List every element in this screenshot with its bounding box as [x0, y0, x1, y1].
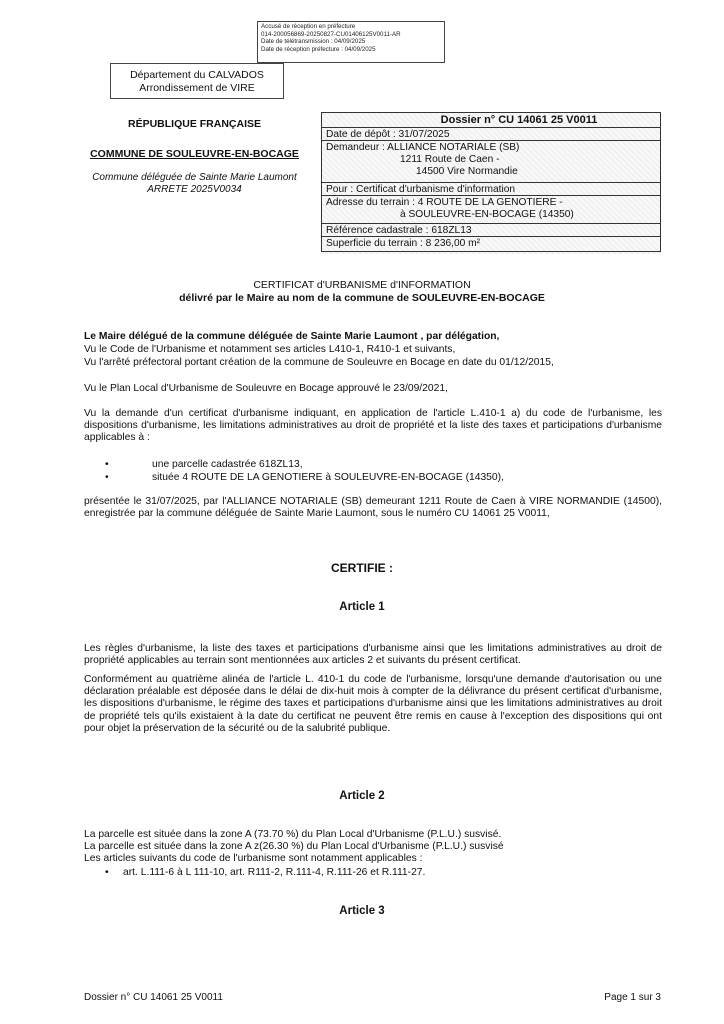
maire-delegation: Le Maire délégué de la commune déléguée de Sainte Marie Laumont , par délégation, [84, 331, 500, 342]
article-1-paragraph-2: Conformément au quatrième alinéa de l'article L. 410-1 du code de l'urbanisme, lorsqu'une demande d'autorisation ou une déclaration préalable est déposée dans le délai de dix-huit mois à compter de la délivrance du présent certificat d'urbanisme, les dispositions d'urbanisme, le régime des taxes et participations d'urbanisme ainsi que les limitations administratives au droit de propriété tels qu'ils existaient à la date du certificat ne peuvent être remis en cause à l'exception des dispositions qui ont pour objet la préservation de la sécurité ou de la salubrité publique. [84, 674, 662, 734]
stamp-line: Accusé de réception en préfecture [261, 23, 356, 30]
dossier-info-box [321, 112, 661, 254]
vu-demande: Vu la demande d'un certificat d'urbanisme indiquant, en application de l'article L.410-1 a) du code de l'urbanisme, les dispositions d'urbanisme, les limitations administratives au droit de propriété et la liste des taxes et participations d'urbanisme applicables à : [84, 408, 662, 444]
date-depot: Date de dépôt : 31/07/2025 [321, 127, 661, 141]
reference-cadastrale: Référence cadastrale : 618ZL13 [321, 223, 661, 237]
demandeur-city-line: 14500 Vire Normandie [416, 166, 518, 177]
article-2-heading: Article 2 [339, 790, 385, 802]
certifie-heading: CERTIFIE : [331, 561, 393, 575]
article-2-zone-az: La parcelle est située dans la zone A z(26.30 %) du Plan Local d'Urbanisme (P.L.U.) susvisé [84, 841, 504, 852]
article-1-paragraph-1: Les règles d'urbanisme, la liste des taxes et participations d'urbanisme ainsi que les limitations administratives au droit de propriété applicables au terrain sont mentionnées aux articles 2 et suivants du présent certificat. [84, 643, 662, 667]
article-3-heading: Article 3 [339, 905, 385, 917]
bullet-icon: • [105, 867, 109, 878]
adresse-commune-line: à SOULEUVRE-EN-BOCAGE (14350) [400, 209, 574, 220]
commune-deleguee-block [72, 172, 317, 195]
footer-dossier-number: Dossier n° CU 14061 25 V0011 [84, 992, 223, 1003]
parcel-bullets [105, 458, 504, 484]
presentee-paragraph: présentée le 31/07/2025, par l'ALLIANCE NOTARIALE (SB) demeurant 1211 Route de Caen à VIRE NORMANDIE (14500), enregistrée par la commune déléguée de Sainte Marie Laumont, sous le numéro CU 14061 25 V0011, [84, 496, 662, 520]
commune-deleguee-label: Commune déléguée de Sainte Marie Laumont [92, 172, 297, 183]
stamp-line: Date de réception préfecture : 04/09/2025 [261, 45, 376, 53]
demandeur [321, 140, 661, 183]
certificate-title-line1: CERTIFICAT d'URBANISME d'INFORMATION [253, 279, 471, 291]
list-item [105, 458, 504, 471]
republique-heading: RÉPUBLIQUE FRANÇAISE [127, 118, 261, 130]
stamp-line: 014-200056869-20250827-CU01406125V0011-AR [261, 30, 401, 38]
demandeur-label: Demandeur : ALLIANCE NOTARIALE (SB) [326, 142, 520, 153]
arrete-number: ARRETE 2025V0034 [147, 183, 242, 195]
adresse-terrain [321, 195, 661, 224]
department-box [110, 63, 284, 99]
bullet-text: art. L.111-6 à L 111-10, art. R111-2, R.111-4, R.111-26 et R.111-27. [123, 867, 426, 878]
article-2-bullets [105, 866, 425, 879]
prefecture-receipt-stamp [257, 21, 445, 63]
list-item [105, 866, 425, 879]
vu-arrete-prefectoral: Vu l'arrêté préfectoral portant création de la commune de Souleuvre en Bocage en date du 01/12/2015, [84, 357, 554, 368]
dossier-title: Dossier n° CU 14061 25 V0011 [321, 112, 661, 128]
bullet-text: située 4 ROUTE DE LA GENOTIERE à SOULEUVRE-EN-BOCAGE (14350), [152, 472, 504, 483]
list-item [105, 471, 504, 484]
article-2-applicable: Les articles suivants du code de l'urbanisme sont notamment applicables : [84, 853, 423, 864]
bullet-icon: • [105, 472, 109, 483]
certificate-title [60, 279, 664, 305]
departement-label: Département du CALVADOS [130, 69, 264, 81]
superficie: Superficie du terrain : 8 236,00 m² [321, 236, 661, 252]
vu-code-urbanisme: Vu le Code de l'Urbanisme et notamment ses articles L410-1, R410-1 et suivants, [84, 344, 456, 355]
bullet-icon: • [105, 459, 109, 470]
article-1-heading: Article 1 [339, 601, 385, 613]
article-2-zone-a: La parcelle est située dans la zone A (73.70 %) du Plan Local d'Urbanisme (P.L.U.) susvisé. [84, 829, 502, 840]
stamp-line: Date de télétransmission : 04/09/2025 [261, 38, 366, 46]
certificate-title-line2: délivré par le Maire au nom de la commune de SOULEUVRE-EN-BOCAGE [179, 292, 545, 304]
bullet-text: une parcelle cadastrée 618ZL13, [152, 459, 303, 470]
commune-heading: COMMUNE DE SOULEUVRE-EN-BOCAGE [90, 148, 299, 160]
arrondissement-label: Arrondissement de VIRE [139, 82, 255, 94]
demandeur-address-line: 1211 Route de Caen - [400, 154, 500, 165]
adresse-line: Adresse du terrain : 4 ROUTE DE LA GENOTIERE - [326, 197, 563, 208]
footer-page-number: Page 1 sur 3 [604, 992, 661, 1003]
vu-plu: Vu le Plan Local d'Urbanisme de Souleuvre en Bocage approuvé le 23/09/2021, [84, 383, 448, 394]
pour: Pour : Certificat d'urbanisme d'information [321, 182, 661, 196]
